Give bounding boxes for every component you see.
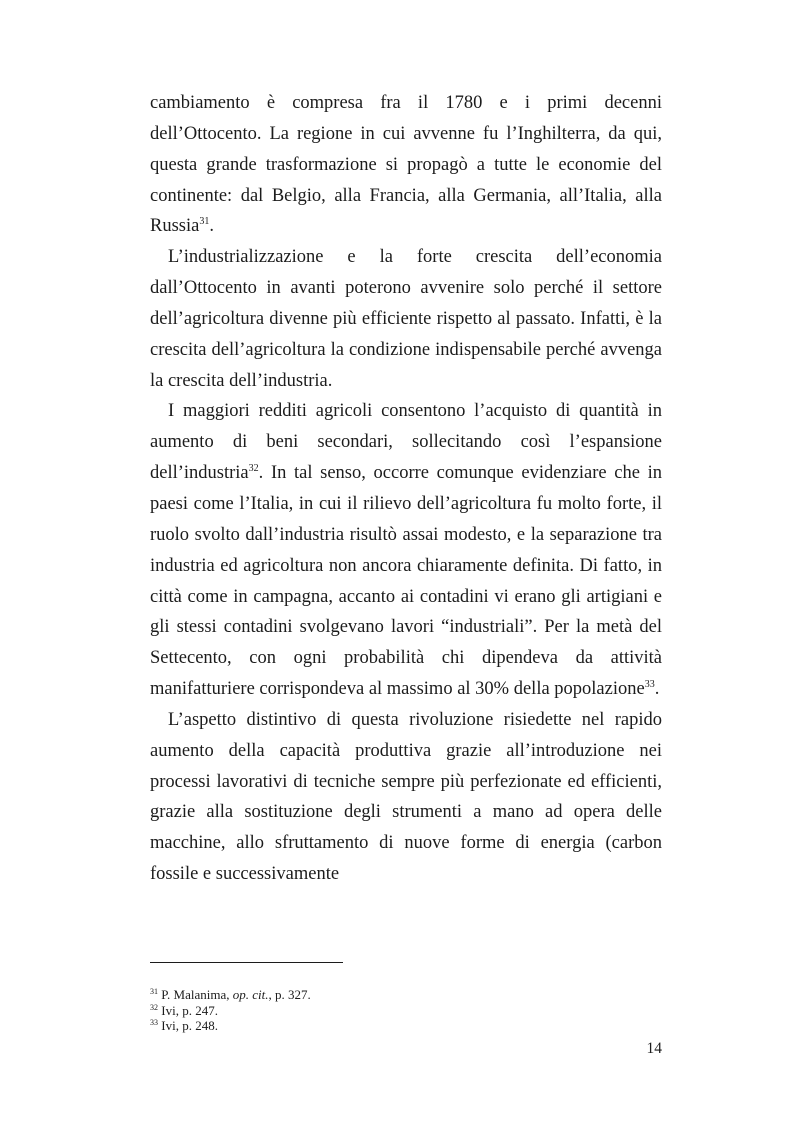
paragraph-distinctive-aspect xyxy=(150,705,662,890)
paragraph-text: . In tal senso, occorre comunque evidenziare che in paesi come l’Italia, in cui il rilievo dell’agricoltura fu molto forte, il ruolo svolto dall’industria risultò assai modesto, e la separazione tra industria ed agricoltura non ancora chiaramente definita. Di fatto, in città come in campagna, accanto ai contadini vi erano gli artigiani e gli stessi contadini svolgevano lavori “industriali”. Per la metà del Settecento, con ogni probabilità chi dipendeva da attività manifatturiere corrispondeva al massimo al 30% della popolazione xyxy=(150,463,662,700)
footnote-text: P. Malanima, xyxy=(161,987,233,1002)
paragraph-text: cambiamento è compresa fra il 1780 e i primi decenni dell’Ottocento. La regione in cui avvenne fu l’Inghilterra, da qui, questa grande trasformazione si propagò a tutte le economie del continente: dal Belgio, alla Francia, alla Germania, all’Italia, alla Russia xyxy=(150,93,662,237)
paragraph-continuation xyxy=(150,88,662,242)
footnote-text: , p. 327. xyxy=(268,987,311,1002)
footnote-33 xyxy=(150,1018,662,1034)
body-text xyxy=(150,88,662,890)
footnote-italic: op. cit. xyxy=(232,987,269,1002)
footnote-ref-32[interactable]: 32 xyxy=(248,463,259,475)
footnote-31 xyxy=(150,987,662,1003)
footnote-separator xyxy=(150,962,343,963)
paragraph-text: I maggiori redditi agricoli consentono l’acquisto di quantità in aumento di beni secondari, sollecitando così l’espansione dell’industria xyxy=(150,401,662,484)
paragraph-tail: . xyxy=(654,679,660,700)
footnote-number: 31 xyxy=(150,987,158,996)
footnote-text: Ivi, p. 247. xyxy=(161,1002,218,1018)
footnote-32 xyxy=(150,1003,662,1019)
paragraph-text: L’aspetto distintivo di questa rivoluzione risiedette nel rapido aumento della capacità produttiva grazie all’introduzione nei processi lavorativi di tecniche sempre più perfezionate ed efficienti, grazie alla sostituzione degli strumenti a mano ad opera delle macchine, allo sfruttamento di nuove forme di energia (carbon fossile e successivamente xyxy=(150,709,662,885)
footnote-number: 32 xyxy=(150,1002,158,1012)
footnote-text: Ivi, p. 248. xyxy=(161,1018,218,1033)
footnote-number: 33 xyxy=(150,1018,158,1027)
footnotes xyxy=(150,987,662,1034)
footnote-ref-31[interactable]: 31 xyxy=(199,216,210,228)
paragraph-text: L’industrializzazione e la forte crescita dell’economia dall’Ottocento in avanti poterono avvenire solo perché il settore dell’agricoltura divenne più efficiente rispetto al passato. Infatti, è la crescita dell’agricoltura la condizione indispensabile perché avvenga la crescita dell’industria. xyxy=(150,247,662,391)
footnote-ref-33[interactable]: 33 xyxy=(644,679,655,691)
paragraph-industrialization xyxy=(150,242,662,396)
paragraph-tail: . xyxy=(209,216,214,237)
paragraph-agricultural-incomes xyxy=(150,396,662,704)
page-number: 14 xyxy=(646,1040,662,1057)
